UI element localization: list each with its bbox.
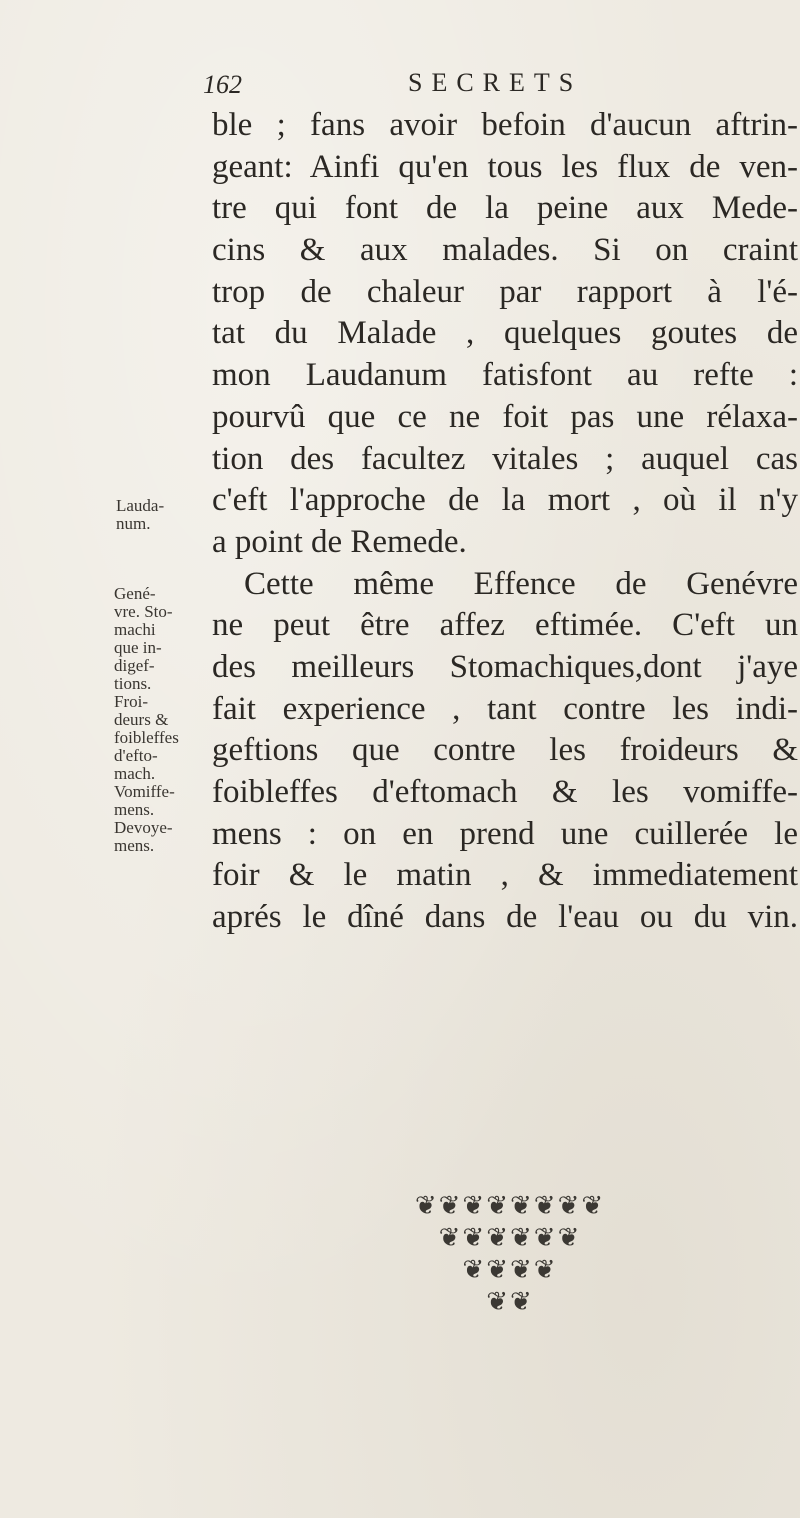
margin-line: vre. Sto- <box>114 602 173 621</box>
margin-line: Devoye- <box>114 818 173 837</box>
page-header <box>203 68 663 108</box>
ornament-row: ❦❦❦❦❦❦❦❦ <box>414 1191 606 1221</box>
main-text-block <box>212 105 798 939</box>
margin-line: tions. <box>114 674 152 693</box>
text-line: ne peut être affez eftimée. C'eft un <box>212 607 798 644</box>
text-line: geftions que contre les froideurs & <box>212 732 798 769</box>
text-line: trop de chaleur par rapport à l'é- <box>212 273 798 310</box>
fleuron-ornament-icon <box>300 1190 720 1350</box>
text-line: des meilleurs Stomachiques,dont j'aye <box>212 648 798 685</box>
margin-line: Gené- <box>114 584 156 603</box>
text-line: tion des facultez vitales ; auquel cas <box>212 440 798 477</box>
text-line: cins & aux malades. Si on craint <box>212 232 798 269</box>
text-line: foibleffes d'eftomach & les vomiffe- <box>212 774 798 810</box>
margin-line: num. <box>116 514 151 533</box>
margin-line: mens. <box>114 800 155 819</box>
ornament-row: ❦❦ <box>486 1287 534 1317</box>
running-title: SECRETS <box>408 68 583 97</box>
text-line: foir & le matin , & immediatement <box>212 857 798 894</box>
text-line: tat du Malade , quelques goutes de <box>212 315 798 352</box>
text-line: pourvû que ce ne foit pas une rélaxa- <box>212 398 798 435</box>
margin-line: Vomiffe- <box>114 782 175 801</box>
margin-line: mens. <box>114 836 155 855</box>
margin-line: deurs & <box>114 710 169 729</box>
margin-line: digef- <box>114 656 155 675</box>
margin-line: Froi- <box>114 692 148 711</box>
margin-note-laudanum <box>116 497 164 533</box>
margin-line: Lauda- <box>116 496 165 515</box>
text-line: c'eft l'approche de la mort , où il n'y <box>212 482 798 519</box>
text-line: a point de Remede. <box>212 523 467 560</box>
ornament-row: ❦❦❦❦ <box>462 1255 558 1285</box>
ornament-row: ❦❦❦❦❦❦ <box>438 1223 582 1253</box>
text-line: ble ; fans avoir befoin d'aucun aftrin- <box>212 107 798 143</box>
margin-line: que in- <box>114 638 162 657</box>
text-line: Cette même Effence de Genévre <box>244 565 798 602</box>
margin-line: mach. <box>114 764 156 783</box>
margin-line: foibleffes <box>114 728 179 747</box>
text-line: tre qui font de la peine aux Mede- <box>212 190 798 227</box>
text-line: aprés le dîné dans de l'eau ou du vin. <box>212 899 798 936</box>
text-line: mon Laudanum fatisfont au refte : <box>212 357 798 394</box>
text-line: geant: Ainfi qu'en tous les flux de ven- <box>212 148 798 185</box>
page-number: 162 <box>203 70 242 99</box>
text-line: mens : on en prend une cuillerée le <box>212 815 798 852</box>
text-line: fait experience , tant contre les indi- <box>212 690 798 727</box>
margin-line: d'efto- <box>114 746 158 765</box>
margin-note-genevre <box>114 585 179 855</box>
margin-line: machi <box>114 620 156 639</box>
